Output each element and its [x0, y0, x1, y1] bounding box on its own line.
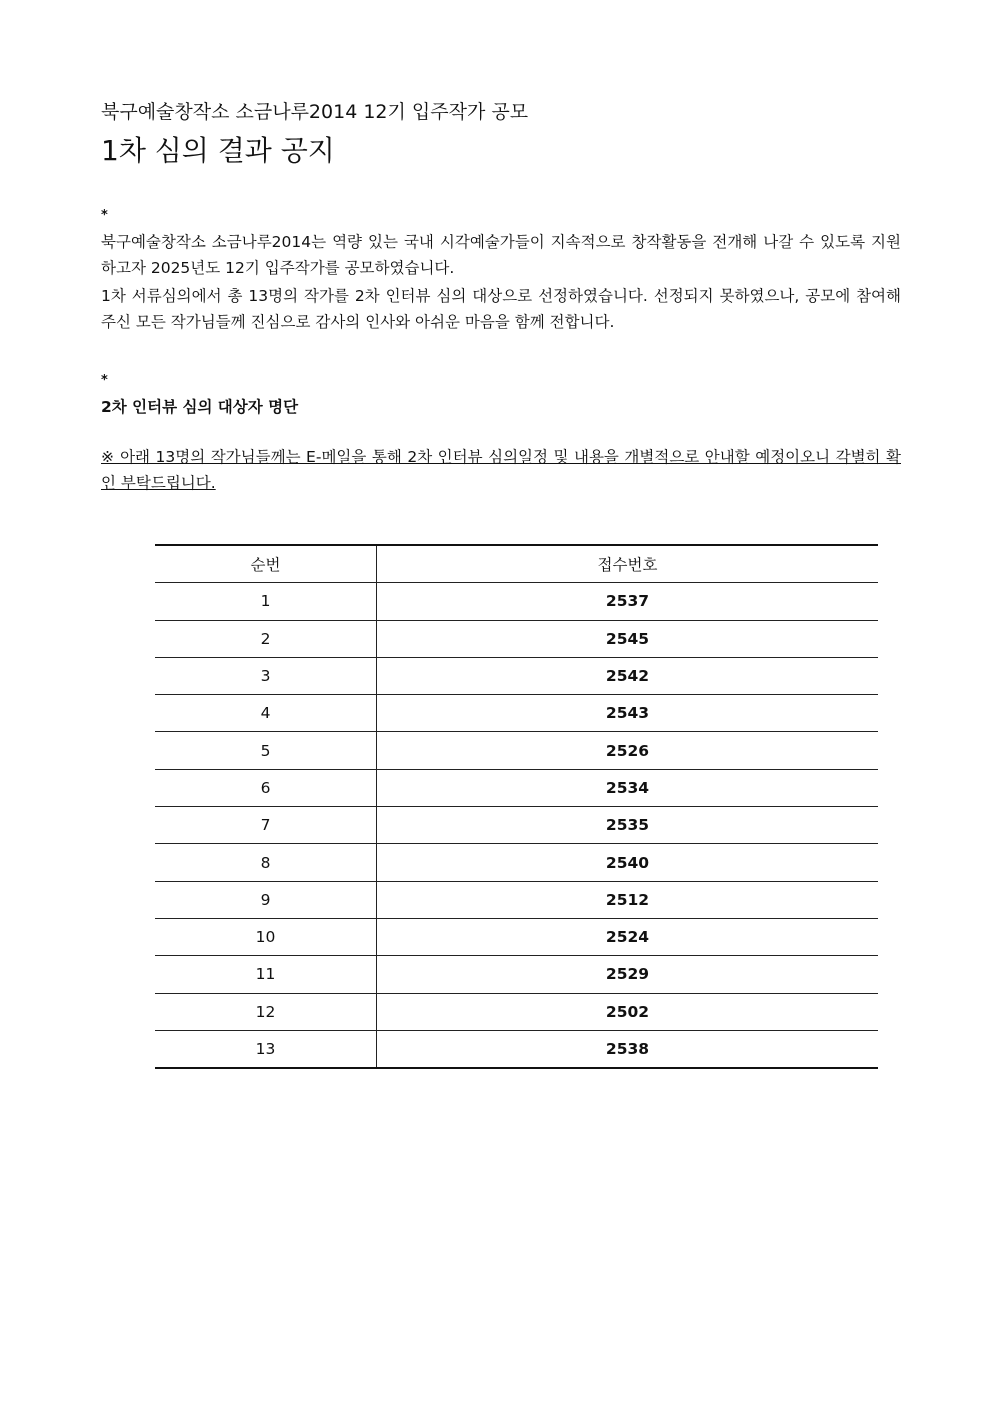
- results-heading: 2차 인터뷰 심의 대상자 명단: [101, 398, 299, 416]
- row-number-cell: 3: [155, 657, 377, 694]
- receipt-number-cell: 2529: [377, 956, 879, 993]
- receipt-number-cell: 2512: [377, 881, 879, 918]
- row-number-cell: 6: [155, 769, 377, 806]
- results-table: [155, 544, 878, 1069]
- row-number-cell: 10: [155, 918, 377, 955]
- column-header-number: 순번: [155, 545, 377, 583]
- table-row: [155, 657, 878, 694]
- receipt-number-cell: 2502: [377, 993, 879, 1030]
- table-row: [155, 769, 878, 806]
- table-row: [155, 993, 878, 1030]
- row-number-cell: 9: [155, 881, 377, 918]
- section-marker: *: [101, 373, 108, 388]
- table-row: [155, 695, 878, 732]
- receipt-number-cell: 2537: [377, 583, 879, 620]
- document-title: 1차 심의 결과 공지: [101, 134, 335, 167]
- results-notice: ※ 아래 13명의 작가님들께는 E-메일을 통해 2차 인터뷰 심의일정 및 내용을 개별적으로 안내할 예정이오니 각별히 확인 부탁드립니다.: [101, 448, 901, 492]
- row-number-cell: 7: [155, 807, 377, 844]
- receipt-number-cell: 2534: [377, 769, 879, 806]
- table-row: [155, 918, 878, 955]
- table-row: [155, 620, 878, 657]
- table-row: [155, 807, 878, 844]
- table-row: [155, 881, 878, 918]
- table-header-row: [155, 545, 878, 583]
- receipt-number-cell: 2538: [377, 1030, 879, 1068]
- row-number-cell: 11: [155, 956, 377, 993]
- table-row: [155, 956, 878, 993]
- intro-paragraph: 북구예술창작소 소금나루2014는 역량 있는 국내 시각예술가들이 지속적으로 창작활동을 전개해 나갈 수 있도록 지원하고자 2025년도 12기 입주작가를 공모하였습니다.: [101, 233, 901, 277]
- receipt-number-cell: 2526: [377, 732, 879, 769]
- table-row: [155, 583, 878, 620]
- row-number-cell: 12: [155, 993, 377, 1030]
- receipt-number-cell: 2542: [377, 657, 879, 694]
- receipt-number-cell: 2545: [377, 620, 879, 657]
- row-number-cell: 1: [155, 583, 377, 620]
- row-number-cell: 2: [155, 620, 377, 657]
- table-row: [155, 732, 878, 769]
- row-number-cell: 13: [155, 1030, 377, 1068]
- row-number-cell: 5: [155, 732, 377, 769]
- selection-paragraph: 1차 서류심의에서 총 13명의 작가를 2차 인터뷰 심의 대상으로 선정하였습니다. 선정되지 못하였으나, 공모에 참여해 주신 모든 작가님들께 진심으로 감사의 인사와 아쉬운 마음을 함께 전합니다.: [101, 287, 901, 331]
- row-number-cell: 4: [155, 695, 377, 732]
- table-row: [155, 844, 878, 881]
- column-header-code: 접수번호: [377, 545, 879, 583]
- receipt-number-cell: 2524: [377, 918, 879, 955]
- document-subtitle: 북구예술창작소 소금나루2014 12기 입주작가 공모: [101, 101, 529, 123]
- document-body: [101, 96, 901, 496]
- receipt-number-cell: 2535: [377, 807, 879, 844]
- receipt-number-cell: 2543: [377, 695, 879, 732]
- row-number-cell: 8: [155, 844, 377, 881]
- receipt-number-cell: 2540: [377, 844, 879, 881]
- table-row: [155, 1030, 878, 1068]
- results-table-body: [155, 583, 878, 1068]
- section-marker: *: [101, 208, 108, 223]
